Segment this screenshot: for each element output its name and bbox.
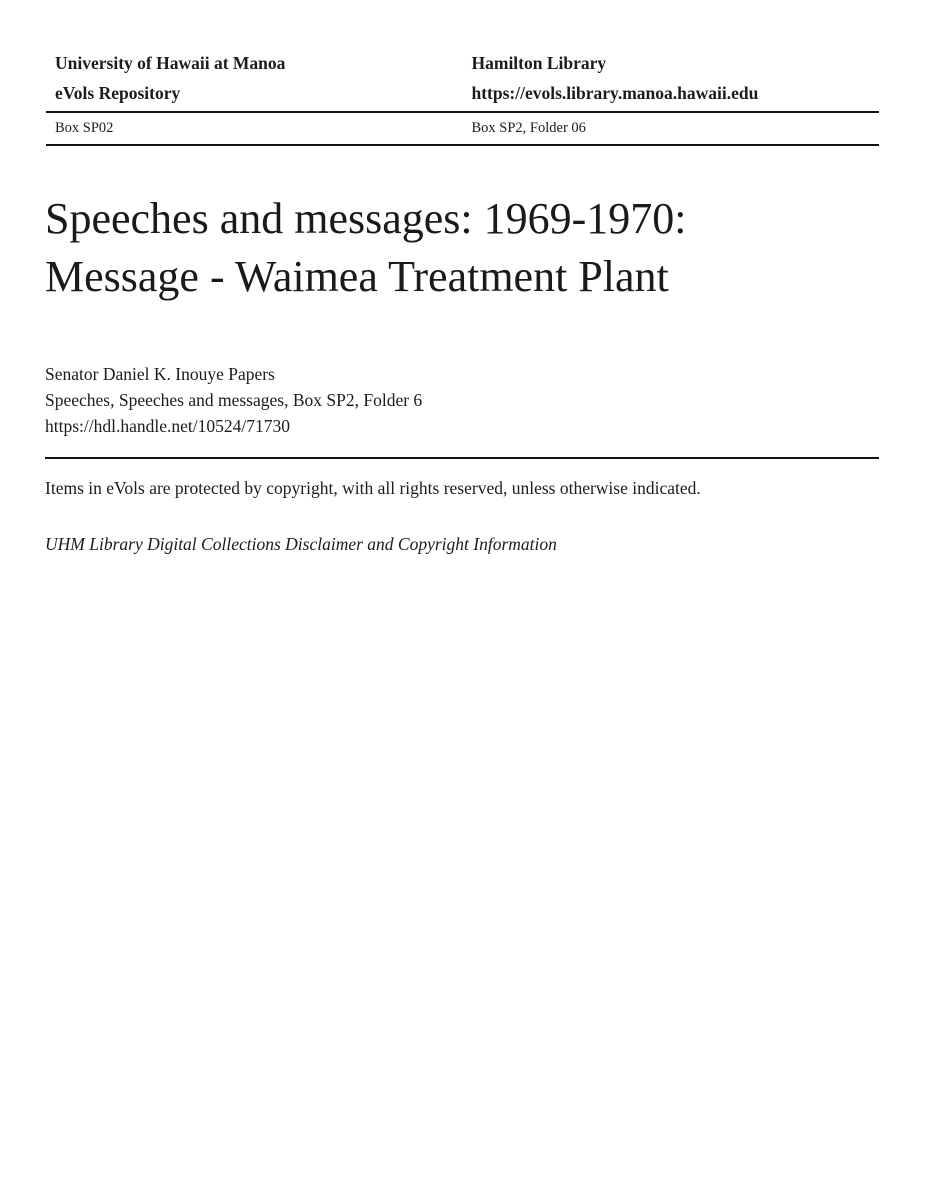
disclaimer-link[interactable]: UHM Library Digital Collections Disclaimer and Copyright Information: [45, 534, 557, 554]
repository-name: eVols Repository: [55, 83, 181, 103]
header-main-row: [46, 44, 879, 113]
series-location: Speeches, Speeches and messages, Box SP2, Folder 6: [45, 390, 423, 410]
institution-name: University of Hawaii at Manoa: [55, 53, 286, 73]
copyright-notice: Items in eVols are protected by copyright, with all rights reserved, unless otherwise indicated.: [45, 478, 701, 498]
item-metadata: [45, 361, 879, 439]
document-page: [0, 44, 927, 1200]
document-title-line-1: Speeches and messages: 1969-1970:: [45, 194, 687, 243]
library-name: Hamilton Library: [471, 53, 607, 73]
header-box-row: [46, 113, 879, 146]
document-title-line-2: Message - Waimea Treatment Plant: [45, 252, 669, 301]
header-right-cell: [463, 48, 880, 108]
cover-header: [46, 44, 879, 146]
document-title: [45, 190, 879, 306]
cover-content: [45, 190, 879, 557]
repository-url-link[interactable]: https://evols.library.manoa.hawaii.edu: [471, 83, 759, 103]
handle-url-link[interactable]: https://hdl.handle.net/10524/71730: [45, 416, 290, 436]
collection-name: Senator Daniel K. Inouye Papers: [45, 364, 275, 384]
box-label: Box SP02: [55, 120, 114, 136]
horizontal-rule: [45, 457, 879, 459]
box-folder-label: Box SP2, Folder 06: [471, 120, 586, 136]
header-left-cell: [46, 48, 463, 108]
